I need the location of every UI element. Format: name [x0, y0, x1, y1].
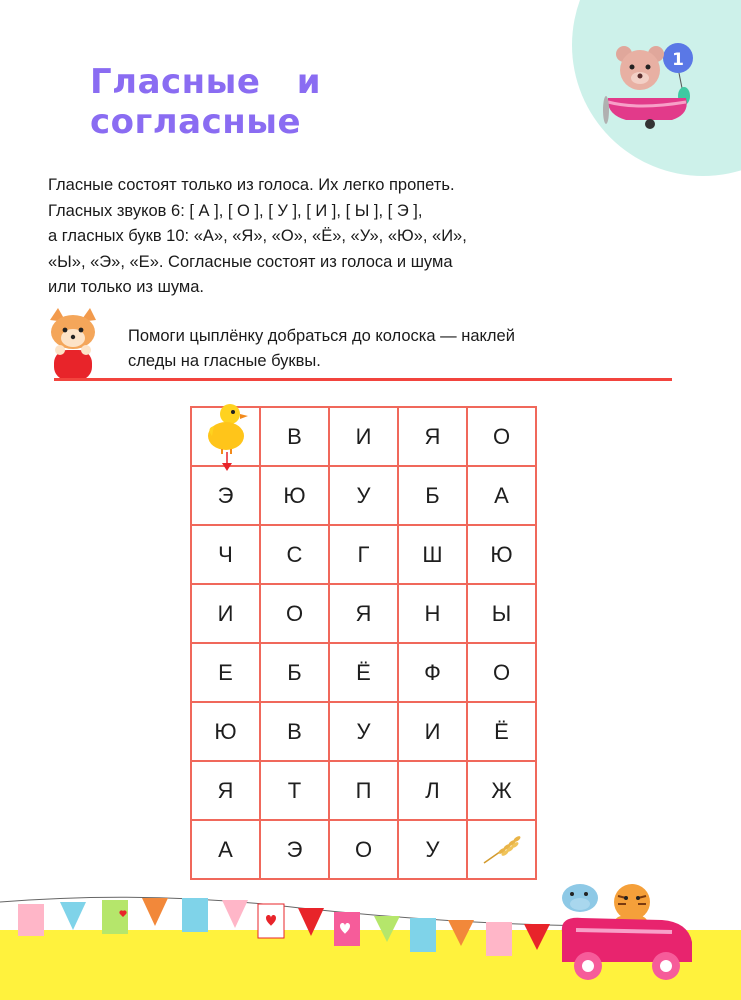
grid-cell[interactable]: С [261, 526, 330, 585]
intro-paragraph [48, 173, 576, 301]
fox-icon [44, 306, 102, 384]
grid-cell[interactable]: Ы [468, 585, 537, 644]
grid-cell[interactable]: Ж [468, 762, 537, 821]
section-divider [54, 378, 672, 381]
grid-cell[interactable]: А [468, 467, 537, 526]
grid-cell-start[interactable] [192, 408, 261, 467]
grid-cell[interactable]: О [468, 408, 537, 467]
grid-cell[interactable]: Б [261, 644, 330, 703]
grid-cell[interactable]: Ш [399, 526, 468, 585]
grid-cell[interactable]: Ф [399, 644, 468, 703]
page-title: Гласные и согласные [90, 62, 322, 142]
grid-cell[interactable]: Э [192, 467, 261, 526]
wheat-icon [480, 833, 524, 867]
bear-on-plane-icon [598, 40, 708, 135]
task-line: Помоги цыплёнку добраться до колоска — наклей [128, 327, 515, 345]
intro-line: Гласные состоят только из голоса. Их легко пропеть. [48, 176, 455, 194]
grid-cell[interactable]: Л [399, 762, 468, 821]
grid-cell[interactable]: Ю [468, 526, 537, 585]
grid-cell[interactable]: В [261, 703, 330, 762]
grid-cell[interactable]: Ё [330, 644, 399, 703]
grid-cell[interactable]: Ч [192, 526, 261, 585]
bunting-icon [0, 880, 600, 970]
grid-cell[interactable]: Я [399, 408, 468, 467]
grid-cell[interactable]: Б [399, 467, 468, 526]
grid-cell[interactable]: Е [192, 644, 261, 703]
grid-cell[interactable]: Н [399, 585, 468, 644]
grid-cell[interactable]: У [330, 467, 399, 526]
letter-maze-grid [190, 406, 537, 880]
grid-cell[interactable]: П [330, 762, 399, 821]
task-instruction [128, 324, 638, 374]
grid-cell-finish[interactable] [468, 821, 537, 880]
grid-cell[interactable]: О [261, 585, 330, 644]
grid-cell[interactable]: У [330, 703, 399, 762]
grid-cell[interactable]: Я [192, 762, 261, 821]
grid-cell[interactable]: О [330, 821, 399, 880]
intro-line: или только из шума. [48, 278, 204, 296]
grid-cell[interactable]: Ю [261, 467, 330, 526]
grid-cell[interactable]: И [192, 585, 261, 644]
hippo-and-tiger-car-icon [552, 876, 702, 988]
page-number: 1 [672, 50, 684, 70]
grid-cell[interactable]: Т [261, 762, 330, 821]
grid-cell[interactable]: Э [261, 821, 330, 880]
intro-line: «Ы», «Э», «Е». Согласные состоят из голоса и шума [48, 252, 453, 271]
task-line: следы на гласные буквы. [128, 352, 321, 370]
grid-cell[interactable]: Ю [192, 703, 261, 762]
intro-line: Гласных звуков 6: [ А ], [ О ], [ У ], [ И ], [ Ы ], [ Э ], [48, 201, 423, 220]
intro-line: а гласных букв 10: «А», «Я», «О», «Ё», «У», «Ю», «И», [48, 227, 467, 245]
grid-cell[interactable]: Ё [468, 703, 537, 762]
grid-cell[interactable]: Я [330, 585, 399, 644]
grid-cell[interactable]: Г [330, 526, 399, 585]
grid-cell[interactable]: О [468, 644, 537, 703]
grid-cell[interactable]: А [192, 821, 261, 880]
grid-cell[interactable]: И [399, 703, 468, 762]
grid-cell[interactable]: В [261, 408, 330, 467]
grid-cell[interactable]: И [330, 408, 399, 467]
grid-cell[interactable]: У [399, 821, 468, 880]
